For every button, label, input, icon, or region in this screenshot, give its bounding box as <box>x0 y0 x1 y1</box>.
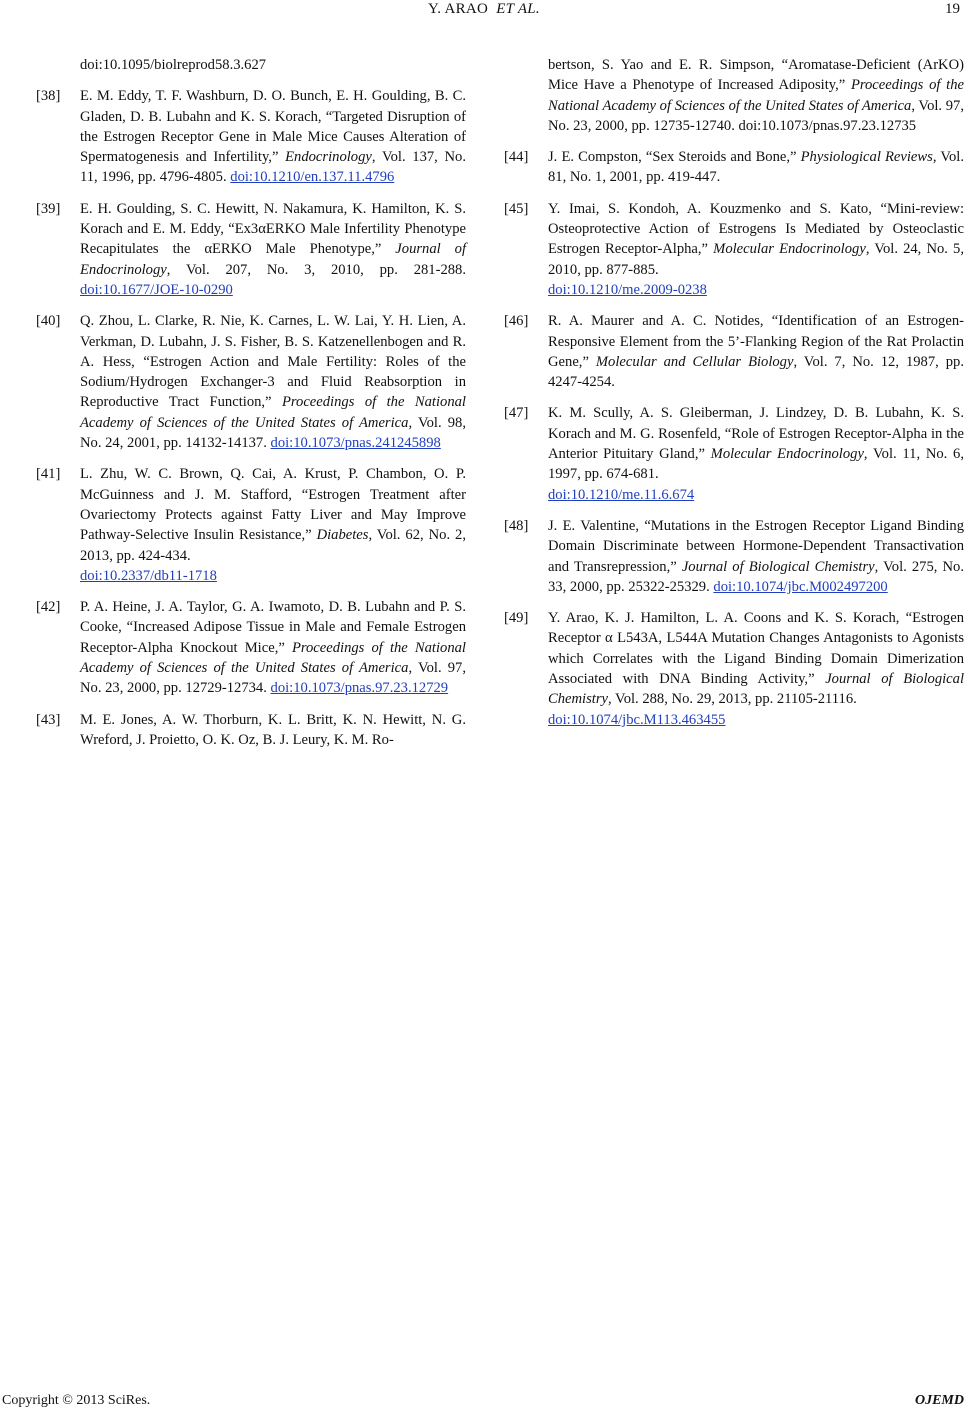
doi-link[interactable]: doi:10.1677/JOE-10-0290 <box>80 281 233 298</box>
right-column <box>504 55 964 741</box>
doi-link[interactable]: doi:10.1073/pnas.97.23.12735 <box>738 117 917 134</box>
page-number: 19 <box>945 1 960 17</box>
reference-number: [49] <box>504 610 529 627</box>
reference-number: [44] <box>504 149 529 166</box>
left-column <box>36 55 467 761</box>
reference-number: [43] <box>36 711 61 728</box>
reference-number: [42] <box>36 599 61 616</box>
doi-link[interactable]: doi:10.1074/jbc.M002497200 <box>713 578 888 595</box>
reference-journal: Molecular and Cellular Biology <box>595 353 794 370</box>
reference-text: E. M. Eddy, T. F. Washburn, D. O. Bunch, E. H. Goulding, B. C. Gladen, D. B. Lubahn and K. S. Korach, “Targeted Disruption of the Estrogen Receptor Gene in Male Mice Causes Alteration of Spermatogenesis and Infertility,” <box>80 88 466 166</box>
reference-text: Y. Arao, K. J. Hamilton, L. A. Coons and K. S. Korach, “Estrogen Receptor α L543A, L544A Mutation Changes Antagonists to Agonists which Correlates with the Ligand Binding Domain Dimerization Associated with DNA Binding Activity,” <box>548 610 964 688</box>
reference-journal: Journal of Biological Chemistry <box>681 558 875 575</box>
reference-details: , Vol. 97, No. 23, 2000, pp. 12735-12740. <box>548 97 964 134</box>
reference-42 <box>36 597 466 698</box>
doi-link[interactable]: doi:10.1210/en.137.11.4796 <box>230 169 395 186</box>
reference-44 <box>504 147 964 188</box>
doi-link[interactable]: doi:10.1210/me.11.6.674 <box>548 486 695 503</box>
copyright-notice: Copyright © 2013 SciRes. <box>2 1393 151 1408</box>
reference-details: , Vol. 7, No. 12, 1987, pp. 4247-4254. <box>548 353 964 391</box>
reference-45 <box>504 199 964 300</box>
reference-text: J. E. Compston, “Sex Steroids and Bone,” <box>548 149 801 166</box>
reference-text: M. E. Jones, A. W. Thorburn, K. L. Britt, K. N. Hewitt, N. G. Wreford, J. Proietto, O. K. Oz, B. J. Leury, K. M. Ro- <box>80 711 466 748</box>
reference-journal: Physiological Reviews <box>800 149 933 166</box>
page-header <box>0 0 968 30</box>
reference-43-continued <box>508 55 964 136</box>
reference-details: , Vol. 275, No. 33, 2000, pp. 25322-25329. <box>548 558 964 595</box>
reference-journal: Proceedings of the National Academy of Sciences of the United States of America <box>548 77 964 114</box>
reference-details: , Vol. 62, No. 2, 2013, pp. 424-434. <box>80 527 467 564</box>
reference-text: Y. Imai, S. Kondoh, A. Kouzmenko and S. Kato, “Mini-review: Osteoprotective Action of Estrogens Is Mediated by Osteoclastic Estrogen Receptor-Alpha,” <box>548 200 964 258</box>
reference-number: [38] <box>36 88 61 105</box>
doi-link[interactable]: doi:10.1074/jbc.M113.463455 <box>548 711 726 728</box>
reference-details: , Vol. 288, No. 29, 2013, pp. 21105-21116. <box>608 691 857 708</box>
reference-journal: Molecular Endocrinology <box>713 241 866 258</box>
reference-text: R. A. Maurer and A. C. Notides, “Identification of an Estrogen-Responsive Element from the 5’-Flanking Region of the Rat Prolactin Gene,” <box>548 313 964 370</box>
reference-number: [40] <box>36 313 61 330</box>
running-title-et-al: ET AL. <box>496 1 540 17</box>
reference-journal: Proceedings of the National Academy of Sciences of the United States of America <box>80 394 466 431</box>
reference-number: [45] <box>504 200 529 217</box>
doi-link[interactable]: doi:10.2337/db11-1718 <box>80 567 217 584</box>
reference-number: [48] <box>504 517 529 534</box>
reference-39 <box>36 199 466 300</box>
reference-details: , Vol. 11, No. 6, 1997, pp. 674-681. <box>548 446 964 483</box>
reference-details: , Vol. 98, No. 24, 2001, pp. 14132-14137. <box>80 414 466 452</box>
reference-text: P. A. Heine, J. A. Taylor, G. A. Iwamoto, D. B. Lubahn and P. S. Cooke, “Increased Adipose Tissue in Male and Female Estrogen Receptor-Alpha Knockout Mice,” <box>80 599 466 656</box>
journal-abbreviation: OJEMD <box>914 1393 964 1408</box>
reference-40 <box>36 311 466 453</box>
reference-details: , Vol. 24, No. 5, 2010, pp. 877-885. <box>548 241 964 278</box>
reference-number: [41] <box>36 466 61 483</box>
reference-details: , Vol. 81, No. 1, 2001, pp. 419-447. <box>548 149 964 186</box>
reference-journal: Molecular Endocrinology <box>710 446 864 463</box>
reference-text: Q. Zhou, L. Clarke, R. Nie, K. Carnes, L. W. Lai, Y. H. Lien, A. Verkman, D. Lubahn, J. S. Fisher, B. S. Katzenellenbogen and R. A. Hess, “Estrogen Action and Male Fertility: Roles of the Sodium/Hydrogen Exchanger-3 and Fluid Reabsorption in Reproductive Tract Function,” <box>80 313 466 411</box>
doi-link[interactable]: doi:10.1073/pnas.241245898 <box>270 435 441 452</box>
reference-number: [46] <box>504 313 529 330</box>
reference-details: , Vol. 137, No. 11, 1996, pp. 4796-4805. <box>80 149 466 186</box>
running-title <box>0 1 968 18</box>
reference-41 <box>36 464 467 586</box>
reference-49 <box>504 608 964 730</box>
reference-46 <box>504 311 964 392</box>
running-title-authors: Y. ARAO <box>428 1 489 17</box>
reference-number: [39] <box>36 200 61 217</box>
reference-38 <box>36 86 466 187</box>
reference-journal: Diabetes <box>316 527 369 544</box>
reference-journal: Journal of Biological Chemistry <box>548 671 964 708</box>
reference-number: [47] <box>504 405 529 422</box>
reference-journal: Proceedings of the National Academy of Sciences of the United States of America <box>80 639 466 677</box>
reference-43 <box>36 710 466 751</box>
reference-text: E. H. Goulding, S. C. Hewitt, N. Nakamura, K. Hamilton, K. S. Korach and E. M. Eddy, “Ex3αERKO Male Infertility Phenotype Recapitulates the αERKO Male Phenotype,” <box>80 200 466 258</box>
reference-details: , Vol. 207, No. 3, 2010, pp. 281-288. <box>166 261 466 278</box>
lead-doi-line <box>40 55 466 75</box>
reference-text: L. Zhu, W. C. Brown, Q. Cai, A. Krust, P. Chambon, O. P. McGuinness and J. M. Stafford, “Estrogen Treatment after Ovariectomy Protects against Fatty Liver and May Improve Pathway-Selective Insulin Resistance,” <box>80 466 466 544</box>
reference-47 <box>504 403 964 504</box>
doi-link[interactable]: doi:10.1095/biolreprod58.3.627 <box>80 57 267 73</box>
reference-details: , Vol. 97, No. 23, 2000, pp. 12729-12734. <box>80 660 466 697</box>
page-footer <box>0 1393 968 1413</box>
doi-link[interactable]: doi:10.1210/me.2009-0238 <box>548 281 707 298</box>
reference-text: bertson, S. Yao and E. R. Simpson, “Aromatase-Deficient (ArKO) Mice Have a Phenotype of Increased Adiposity,” <box>548 57 964 94</box>
reference-text: K. M. Scully, A. S. Gleiberman, J. Lindzey, D. B. Lubahn, K. S. Korach and M. G. Rosenfeld, “Role of Estrogen Receptor-Alpha in the Anterior Pituitary Gland,” <box>548 405 964 463</box>
reference-48 <box>504 516 964 597</box>
reference-journal: Journal of Endocrinology <box>80 241 466 278</box>
doi-link[interactable]: doi:10.1073/pnas.97.23.12729 <box>270 680 449 697</box>
reference-journal: Endocrinology <box>285 149 372 166</box>
reference-text: J. E. Valentine, “Mutations in the Estrogen Receptor Ligand Binding Domain Discriminate between Hormone-Dependent Transactivation and Transrepression,” <box>548 517 964 575</box>
